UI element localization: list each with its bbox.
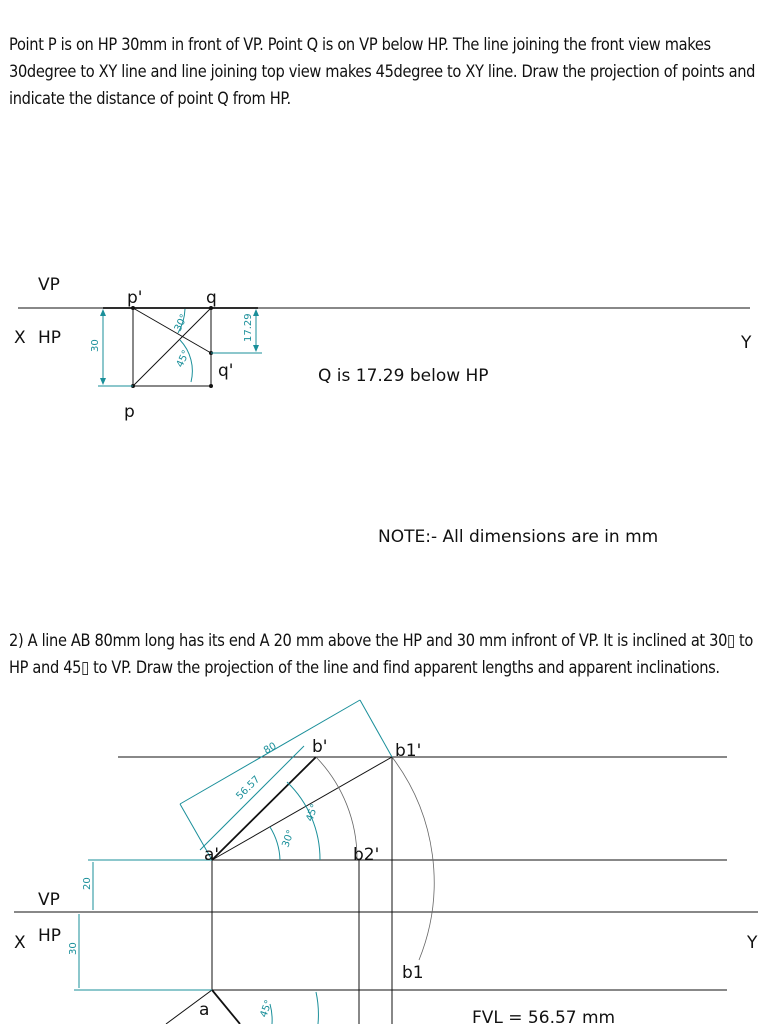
- result-text-2: FVL = 56.57 mm: [472, 1008, 616, 1024]
- result-text-1: Q is 17.29 below HP: [318, 366, 489, 386]
- dim-30-label-2: 30: [68, 942, 79, 955]
- angle-30-arc: [270, 827, 280, 860]
- label-x: X: [14, 328, 26, 348]
- dim-80-label: 80: [262, 740, 279, 757]
- top-view-start: [212, 990, 240, 1024]
- problem-2-drawing: [14, 700, 758, 1024]
- label-a: a: [199, 1000, 210, 1020]
- label-x-2: X: [14, 933, 26, 953]
- dim-20-label: 20: [82, 877, 93, 890]
- label-vp: VP: [38, 275, 60, 295]
- angle-30-label: 30°: [280, 828, 297, 850]
- label-vp-2: VP: [38, 890, 60, 910]
- angle-45-label: 45°: [304, 802, 321, 824]
- label-q: q: [206, 288, 217, 308]
- point-base: [209, 384, 213, 388]
- label-a-prime: a': [204, 845, 220, 865]
- front-view-ab: [212, 757, 316, 860]
- dim-30-label: 30: [90, 339, 101, 352]
- label-q-prime: q': [218, 361, 234, 381]
- angle-45-label: 45°: [174, 348, 193, 370]
- label-b1-prime: b1': [395, 741, 422, 761]
- arrow: [253, 345, 259, 352]
- problem-2-statement: 2) A line AB 80mm long has its end A 20 mm above the HP and 30 mm infront of VP. It is inclined at 30▯ to HP and 45▯ to VP. Draw the projection of the line and find apparent lengths and apparent inclinations.: [9, 631, 754, 678]
- dim-1729-label: 17.29: [243, 313, 254, 342]
- problem-1-statement: Point P is on HP 30mm in front of VP. Point Q is on VP below HP. The line joining the front view makes 30degree to XY line and line joining top view makes 45degree to XY line. Draw the projection of points and indicate the distance of point Q from HP.: [9, 35, 756, 109]
- arrow: [100, 309, 106, 316]
- angle-30-label: 30°: [172, 312, 191, 334]
- label-hp: HP: [38, 328, 62, 348]
- label-y: Y: [741, 333, 752, 353]
- label-b2-prime: b2': [353, 845, 380, 865]
- front-view-line: [133, 308, 211, 353]
- dim-5657-label: 56.57: [234, 774, 263, 803]
- label-p: p: [124, 402, 135, 422]
- arrow: [100, 378, 106, 385]
- angle-45b-label: 45°: [258, 998, 275, 1020]
- label-hp-2: HP: [38, 926, 62, 946]
- problem-1-drawing: [14, 275, 752, 547]
- swing-arc: [392, 757, 434, 960]
- label-b1: b1: [402, 963, 424, 983]
- note-text: NOTE:- All dimensions are in mm: [378, 527, 659, 547]
- swing-arc-2: [316, 757, 357, 860]
- angle-arc-2: [316, 992, 318, 1024]
- label-y-2: Y: [747, 933, 758, 953]
- dim-80-ext-b: [360, 700, 392, 757]
- top-view-line: [133, 308, 211, 386]
- label-b-prime: b': [312, 737, 328, 757]
- label-p-prime: p': [127, 288, 143, 308]
